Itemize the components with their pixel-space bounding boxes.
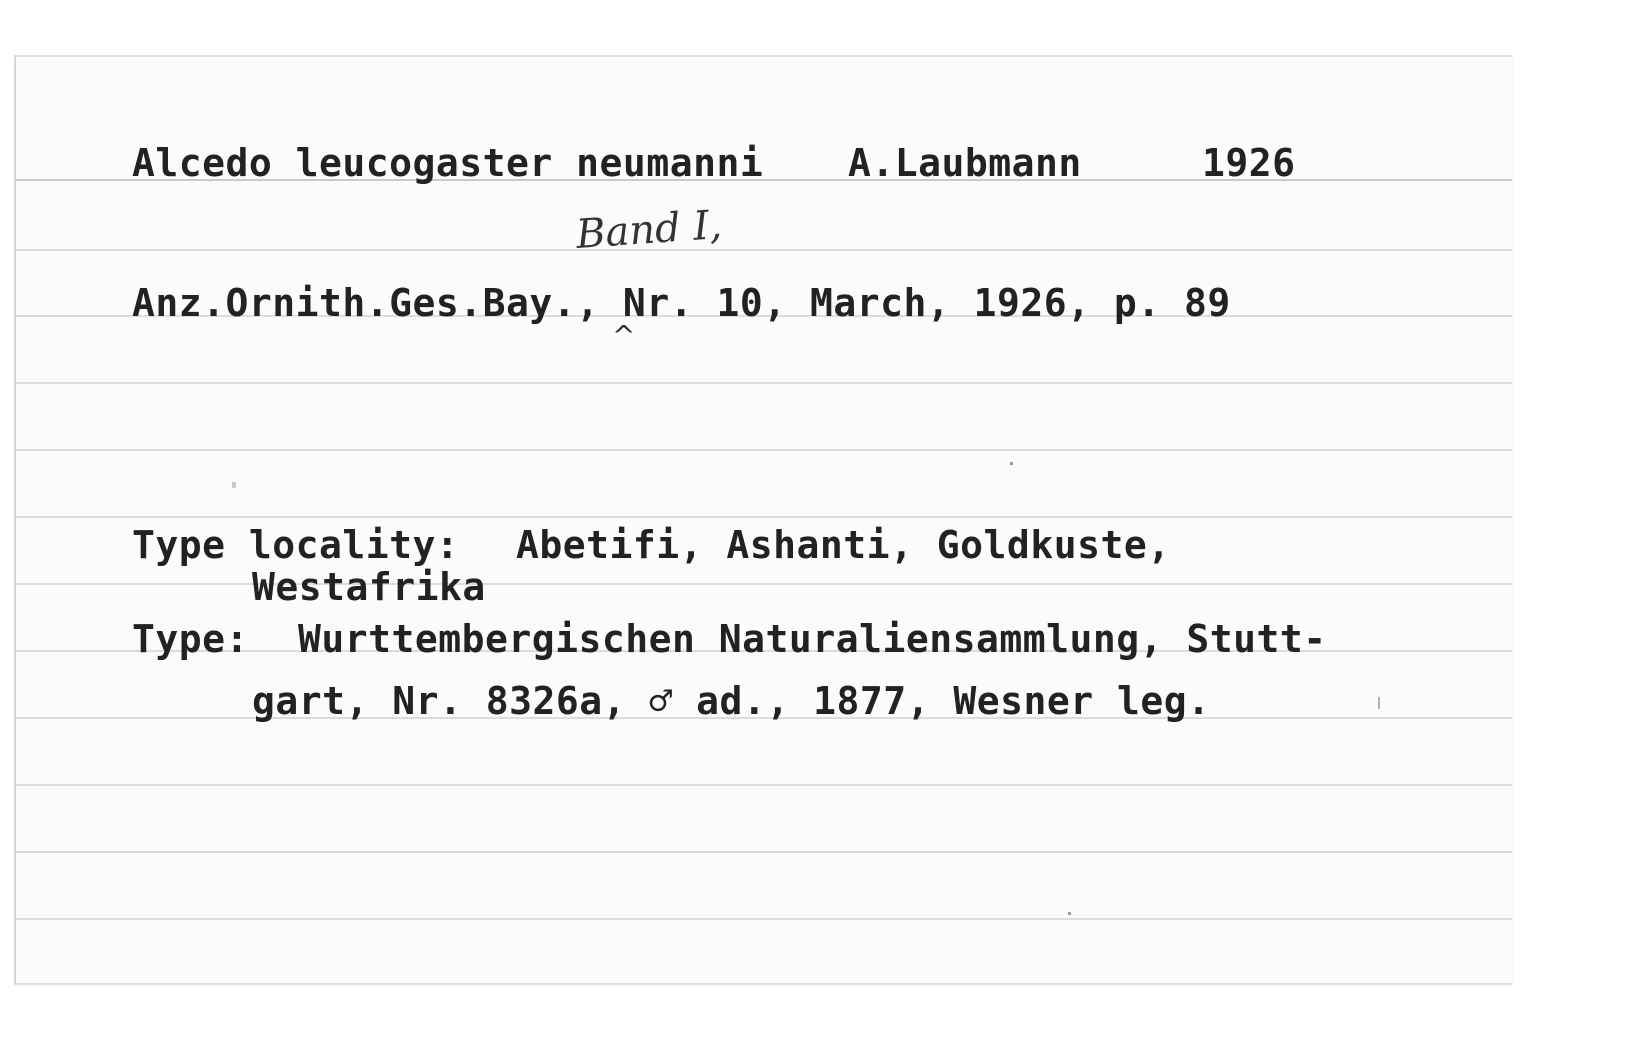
type-label: Type: <box>132 617 249 661</box>
citation: Anz.Ornith.Ges.Bay., Nr. 10, March, 1926, p. 89 <box>132 281 1231 325</box>
type-locality-line1: Abetifi, Ashanti, Goldkuste, <box>516 523 1171 567</box>
type-line1: Wurttembergischen Naturaliensammlung, Stutt- <box>298 617 1327 661</box>
scan-speck <box>1010 462 1013 465</box>
card-rule <box>16 249 1512 251</box>
handwritten-insert: Band I, <box>574 201 724 259</box>
scan-speck <box>1378 697 1380 709</box>
type-locality-line2: Westafrika <box>252 565 486 609</box>
scan-speck <box>1068 912 1071 915</box>
card-rule <box>16 784 1512 786</box>
publication-year: 1926 <box>1202 141 1296 185</box>
card-rule <box>16 449 1512 451</box>
card-rule <box>16 918 1512 920</box>
scan-speck <box>232 482 236 488</box>
type-locality-label: Type locality: <box>132 523 460 567</box>
author-name: A.Laubmann <box>848 141 1082 185</box>
taxon-name: Alcedo leucogaster neumanni <box>132 141 764 185</box>
card-rule <box>16 516 1512 518</box>
card-rule <box>16 382 1512 384</box>
index-card <box>14 55 1512 985</box>
type-line2: gart, Nr. 8326a, ♂ ad., 1877, Wesner leg. <box>252 679 1211 723</box>
card-rule <box>16 583 1512 585</box>
insertion-caret-icon: ^ <box>612 319 636 352</box>
card-rule <box>16 851 1512 853</box>
